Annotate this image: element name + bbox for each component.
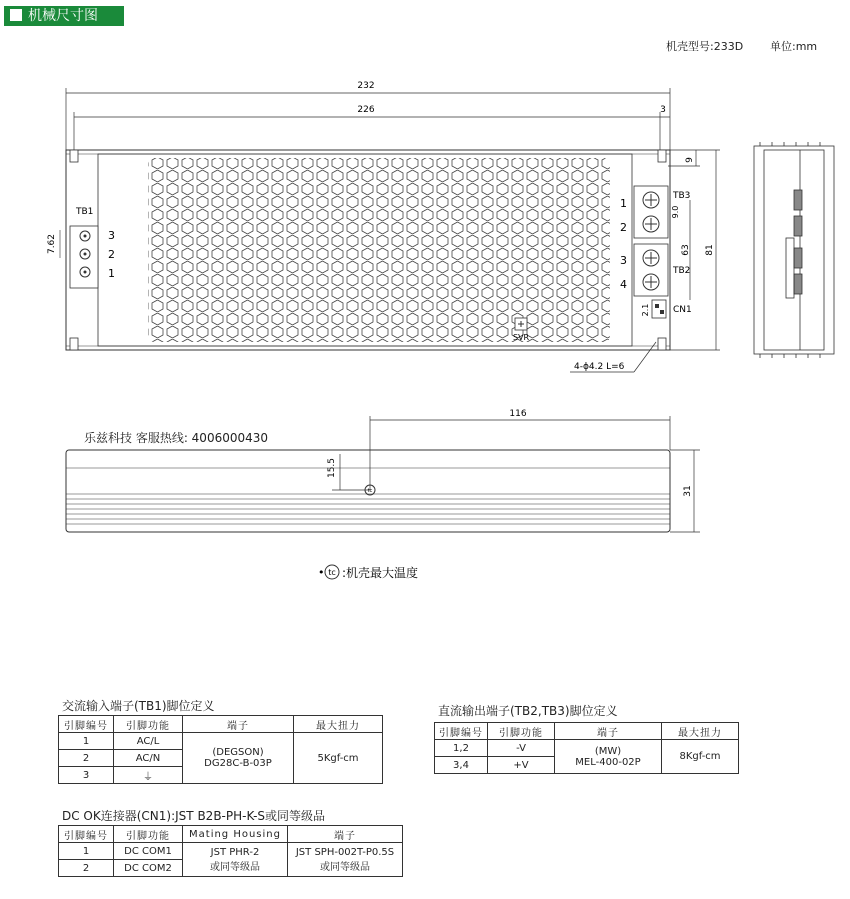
tb1-header-pin: 引脚编号: [59, 716, 114, 733]
tb1-pin-cell: 1: [59, 733, 114, 750]
dim-edge: 3: [660, 105, 666, 115]
tb23-table-title: 直流输出端子(TB2,TB3)脚位定义: [438, 704, 618, 718]
dim-left-pitch: 7.62: [47, 233, 57, 255]
tb23-header-func: 引脚功能: [488, 723, 555, 740]
cn1-table-title: DC OK连接器(CN1):JST B2B-PH-K-S或同等级品: [62, 809, 326, 823]
cn1-pin-cell: 1: [59, 843, 114, 860]
cn1-table: [58, 825, 403, 877]
dim-mid-height: 63: [681, 244, 691, 256]
tb1-terminal-line-1: (DEGSON): [212, 747, 264, 758]
cn1-header-pin: 引脚编号: [59, 826, 114, 843]
table-row: [59, 733, 383, 750]
unit-label: 单位:mm: [770, 40, 818, 53]
tb1-header-torque: 最大扭力: [294, 716, 383, 733]
dim-terminal-pitch: 9.0: [671, 205, 680, 219]
tb1-torque-cell: 5Kgf-cm: [294, 733, 383, 784]
cn1-header-housing: Mating Housing: [183, 826, 288, 843]
tb1-func-cell: AC/N: [114, 750, 183, 767]
dim-cn1-pitch: 2.1: [641, 303, 650, 317]
tb23-pin-cell: 1,2: [435, 740, 488, 757]
tb1-terminal-cell: [183, 733, 294, 784]
tb1-header-terminal: 端子: [183, 716, 294, 733]
dim-side-height: 31: [683, 485, 693, 497]
tb23-pin-3: 3: [620, 254, 627, 267]
tb23-table: [434, 722, 739, 774]
dim-inner: 226: [357, 105, 375, 115]
cn1-housing-line-1: JST PHR-2: [210, 846, 260, 858]
dim-total-height: 81: [705, 244, 715, 256]
tb23-torque-cell: 8Kgf-cm: [662, 740, 739, 774]
cn1-func-cell: DC COM1: [114, 843, 183, 860]
end-view: [754, 142, 834, 358]
cn1-label: CN1: [673, 305, 692, 315]
cn1-housing-cell: [183, 843, 288, 877]
cn1-terminal-line-1: JST SPH-002T-P0.5S: [295, 846, 395, 858]
tb1-func-cell: AC/L: [114, 733, 183, 750]
tb23-header-terminal: 端子: [555, 723, 662, 740]
tb1-pin-2: 2: [108, 248, 115, 261]
cn1-housing-line-2: 或同等级品: [210, 861, 260, 873]
tb1-terminal-line-2: DG28C-B-03P: [204, 758, 272, 769]
dim-overall: 232: [357, 81, 375, 91]
tb1-pin-1: 1: [108, 267, 115, 280]
legend-tc-symbol: tc: [328, 568, 336, 577]
tb23-header-torque: 最大扭力: [662, 723, 739, 740]
tb1-pin-cell: 3: [59, 767, 114, 784]
dim-tc-height: 15.5: [327, 457, 337, 479]
tb1-label: TB1: [76, 207, 94, 217]
tb23-func-cell: +V: [488, 757, 555, 774]
legend-bullet: •: [318, 566, 325, 579]
table-row: [435, 740, 739, 757]
ground-icon: ⏚: [114, 767, 183, 784]
section-title-text: 机械尺寸图: [28, 8, 98, 24]
tb1-table-title: 交流输入端子(TB1)脚位定义: [62, 699, 215, 713]
cn1-header-func: 引脚功能: [114, 826, 183, 843]
dim-tc-offset: 116: [509, 409, 527, 419]
cn1-terminal-cell: [288, 843, 403, 877]
case-model-label: 机壳型号:233D: [666, 40, 744, 53]
svr-label: SVR: [513, 333, 530, 342]
hotline-text: 乐兹科技 客服热线: 4006000430: [84, 431, 269, 445]
tb23-pin-1: 1: [620, 197, 627, 210]
tb23-terminal-line-2: MEL-400-02P: [575, 756, 641, 768]
tb23-pin-cell: 3,4: [435, 757, 488, 774]
tb1-header-func: 引脚功能: [114, 716, 183, 733]
legend-text: :机壳最大温度: [342, 566, 419, 580]
tb23-terminal-line-1: (MW): [594, 745, 622, 757]
cn1-pin-cell: 2: [59, 860, 114, 877]
tb2-label: TB2: [673, 266, 691, 276]
tb1-table: [58, 715, 383, 784]
tb23-pin-4: 4: [620, 278, 627, 291]
cn1-header-terminal: 端子: [288, 826, 403, 843]
mount-hole-label: 4-ϕ4.2 L=6: [574, 362, 625, 372]
tb23-pin-2: 2: [620, 221, 627, 234]
tb23-header-pin: 引脚编号: [435, 723, 488, 740]
tb1-pin-cell: 2: [59, 750, 114, 767]
cn1-terminal-line-2: 或同等级品: [320, 861, 370, 873]
tb1-pin-3: 3: [108, 229, 115, 242]
front-view: [66, 150, 670, 350]
tc-marker-text: tc: [367, 488, 373, 494]
tb23-func-cell: -V: [488, 740, 555, 757]
tb23-terminal-cell: [555, 740, 662, 774]
cn1-func-cell: DC COM2: [114, 860, 183, 877]
table-row: [59, 843, 403, 860]
tb3-label: TB3: [673, 191, 691, 201]
dim-right-top: 9: [685, 157, 695, 163]
